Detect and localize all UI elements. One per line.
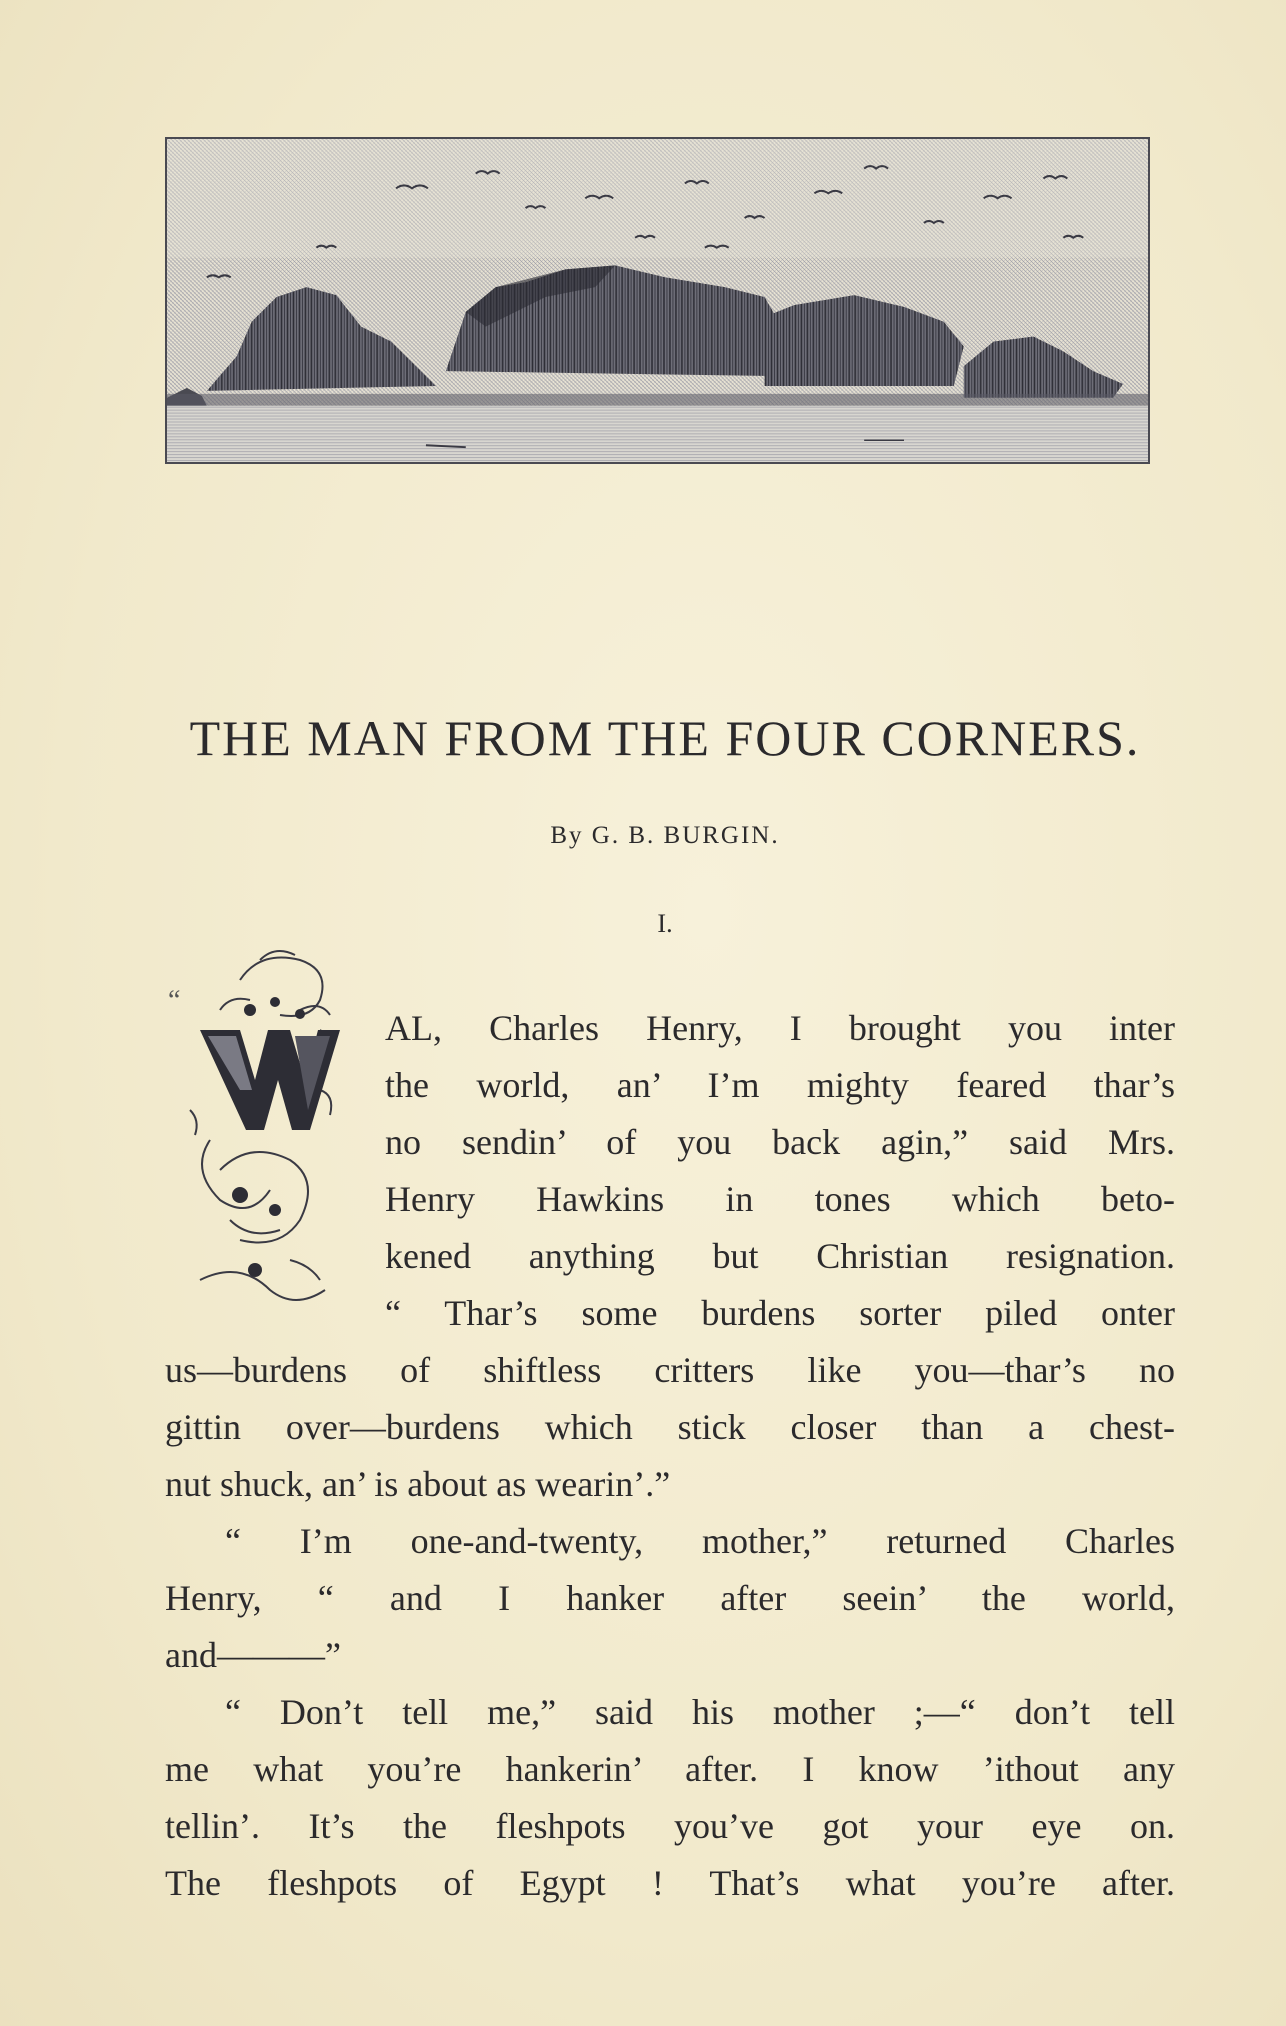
text-line: “ Don’t tell me,” said his mother ;—“ don’t tell: [225, 1692, 1175, 1732]
text-line: gittin over—burdens which stick closer than a chest-: [165, 1407, 1175, 1447]
text-line: and———”: [165, 1635, 341, 1675]
text-line: us—burdens of shiftless critters like you—thar’s no: [165, 1350, 1175, 1390]
ornamental-initial-image: [180, 940, 355, 1330]
chapter-number: I.: [657, 909, 673, 938]
author-byline: By G. B. BURGIN.: [550, 822, 780, 849]
ornamental-initial-w: [180, 940, 355, 1330]
story-title: THE MAN FROM THE FOUR CORNERS.: [189, 710, 1141, 766]
text-line: tellin’. It’s the fleshpots you’ve got your eye on.: [165, 1806, 1175, 1846]
initial-paragraph-indented: [385, 1000, 1175, 1342]
body-text: [165, 1342, 1175, 1912]
text-line: AL, Charles Henry, I brought you inter: [385, 1008, 1175, 1048]
text-line: no sendin’ of you back agin,” said Mrs.: [385, 1122, 1175, 1162]
text-line: “ Thar’s some burdens sorter piled onter: [385, 1293, 1175, 1333]
text-line: Henry, “ and I hanker after seein’ the world,: [165, 1578, 1175, 1618]
cliff-engraving-image: [167, 139, 1148, 462]
text-line: The fleshpots of Egypt ! That’s what you’re after.: [165, 1863, 1175, 1903]
text-line: the world, an’ I’m mighty feared thar’s: [385, 1065, 1175, 1105]
text-line: Henry Hawkins in tones which beto-: [385, 1179, 1175, 1219]
text-line: nut shuck, an’ is about as wearin’.”: [165, 1464, 671, 1504]
opening-quote-mark: “: [168, 985, 181, 1016]
text-line: kened anything but Christian resignation.: [385, 1236, 1175, 1276]
text-line: “ I’m one-and-twenty, mother,” returned Charles: [225, 1521, 1175, 1561]
cliff-engraving-illustration: [165, 137, 1150, 464]
text-line: me what you’re hankerin’ after. I know ’ithout any: [165, 1749, 1175, 1789]
